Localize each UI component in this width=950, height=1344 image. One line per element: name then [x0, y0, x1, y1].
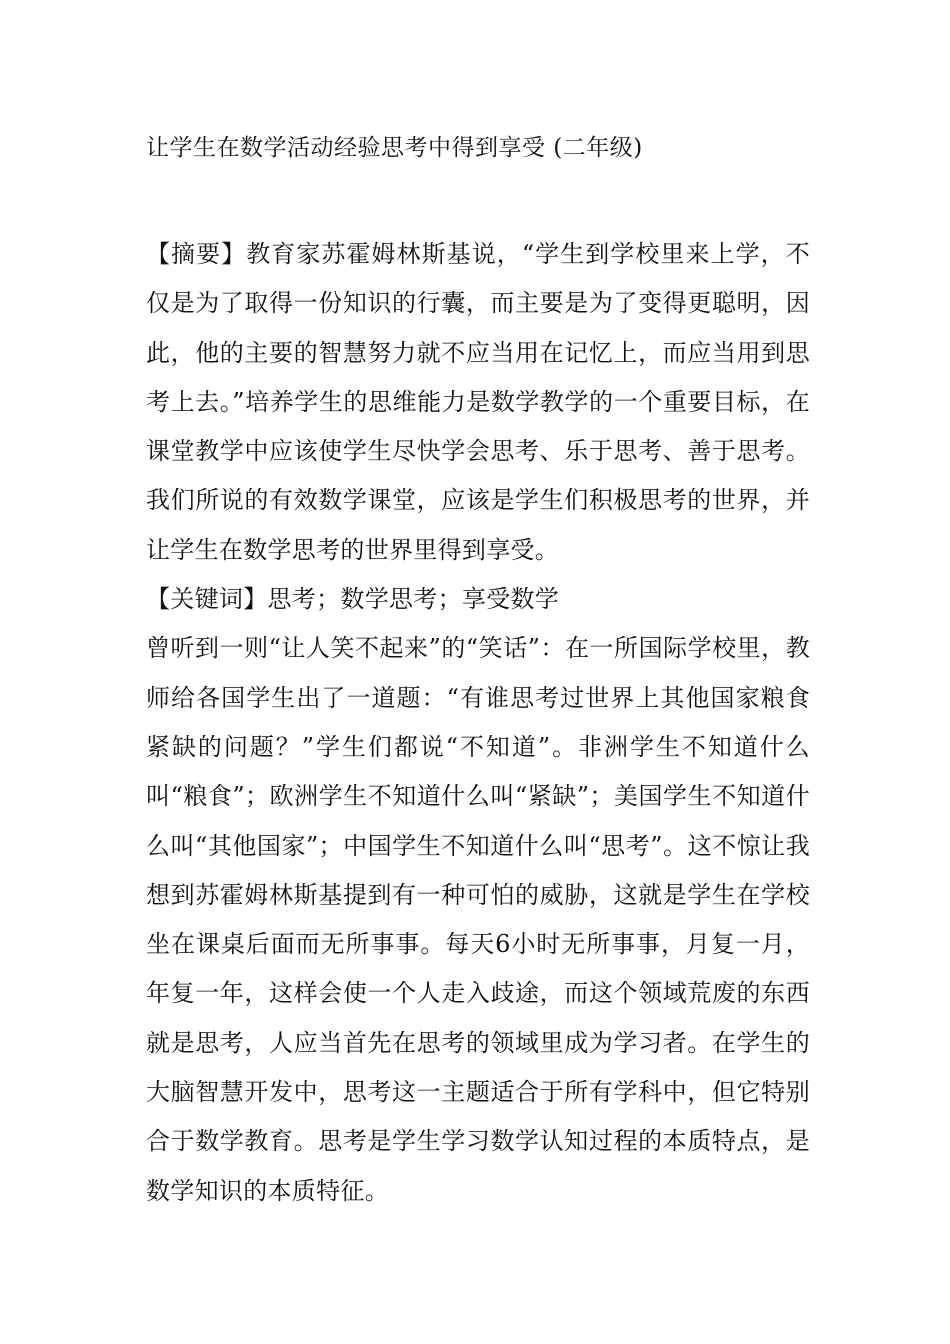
- abstract-paragraph: 【摘要】教育家苏霍姆林斯基说，“学生到学校里来上学，不仅是为了取得一份知识的行囊，而主要是为了变得更聪明，因此，他的主要的智慧努力就不应当用在记忆上，而应当用到思考上去。”培养学生的思维能力是数学教学的一个重要目标，在课堂教学中应该使学生尽快学会思考、乐于思考、善于思考。我们所说的有效数学课堂，应该是学生们积极思考的世界，并让学生在数学思考的世界里得到享受。: [146, 240, 810, 564]
- document-title: 让学生在数学活动经验思考中得到享受 (二年级): [146, 135, 643, 161]
- document-body: [146, 230, 810, 1216]
- keywords-paragraph: 【关键词】思考；数学思考；享受数学: [146, 585, 560, 614]
- body-paragraph: 曾听到一则“让人笑不起来”的“笑话”：在一所国际学校里，教师给各国学生出了一道题：“有谁思考过世界上其他国家粮食紧缺的问题？”学生们都说“不知道”。非洲学生不知道什么叫“粮食”；欧洲学生不知道什么叫“紧缺”；美国学生不知道什么叫“其他国家”；中国学生不知道什么叫“思考”。这不惊让我想到苏霍姆林斯基提到有一种可怕的威胁，这就是学生在学校坐在课桌后面而无所事事。每天6小时无所事事，月复一月，年复一年，这样会使一个人走入歧途，而这个领域荒废的东西就是思考，人应当首先在思考的领域里成为学习者。在学生的大脑智慧开发中，思考这一主题适合于所有学科中，但它特别合于数学教育。思考是学生学习数学认知过程的本质特点，是数学知识的本质特征。: [146, 634, 810, 1205]
